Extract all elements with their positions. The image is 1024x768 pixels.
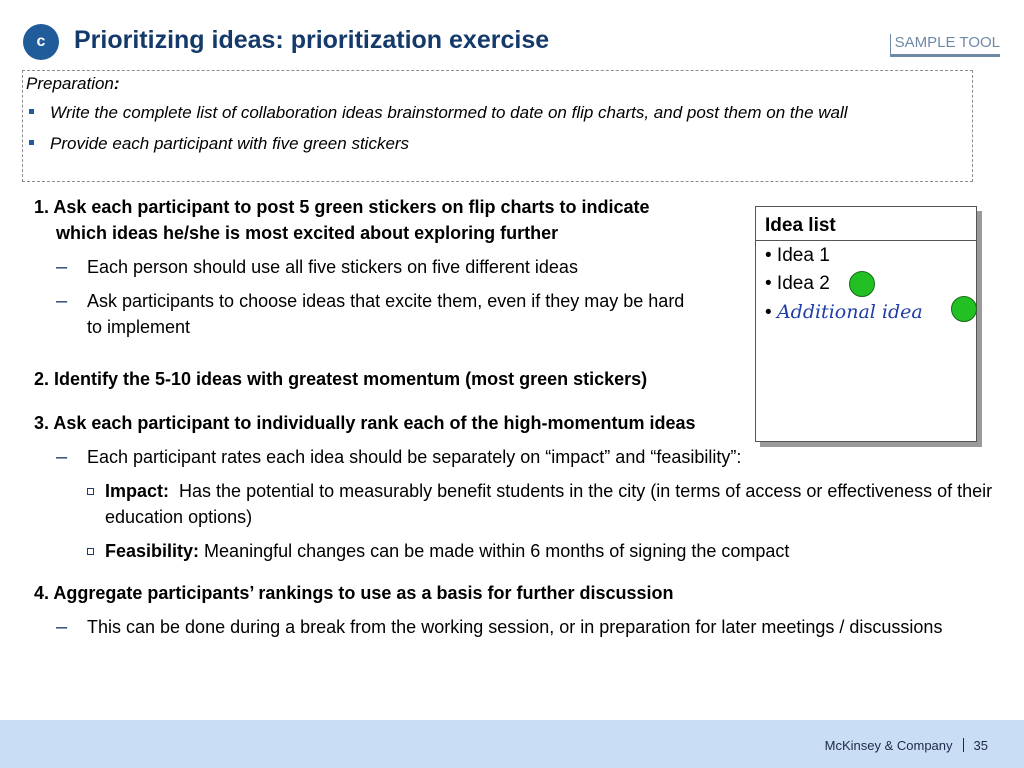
square-bullet-icon <box>29 140 34 145</box>
hollow-square-bullet-icon <box>87 488 94 495</box>
step-4-heading: 4. Aggregate participants’ rankings to use as a basis for further discussion <box>34 583 674 603</box>
green-sticker-icon <box>951 296 977 322</box>
dash-bullet-icon: – <box>56 290 68 312</box>
preparation-label: Preparation: <box>26 74 120 93</box>
step-3-sub-1: – Each participant rates each idea should be separately on “impact” and “feasibility”: <box>56 446 742 468</box>
sample-tool-tag: SAMPLE TOOL <box>890 34 1000 57</box>
preparation-box <box>22 70 973 182</box>
square-bullet-icon <box>29 109 34 114</box>
handwritten-idea: Additional idea <box>776 301 923 323</box>
company-name: McKinsey & Company <box>824 738 953 753</box>
page-title: Prioritizing ideas: prioritization exercise <box>74 26 550 54</box>
preparation-item: Provide each participant with five green stickers <box>26 132 972 156</box>
footer-text <box>825 738 988 753</box>
step-3-heading: 3. Ask each participant to individually rank each of the high-momentum ideas <box>34 413 696 433</box>
idea-list-item: • Idea 2 <box>765 273 830 294</box>
step-3-detail-feasibility: Feasibility: Meaningful changes can be made within 6 months of signing the compact <box>34 538 994 564</box>
step-1-sub-2: – Ask participants to choose ideas that excite them, even if they may be hard to implement <box>56 290 685 337</box>
step-1-sub-1: – Each person should use all five stickers on five different ideas <box>56 256 578 278</box>
idea-list-title: Idea list <box>756 207 976 241</box>
footer-bar <box>0 720 1024 768</box>
idea-list-item: • Idea 1 <box>765 245 830 266</box>
dash-bullet-icon: – <box>56 256 68 278</box>
section-badge: c <box>23 24 59 60</box>
idea-list-item: • Additional idea <box>765 301 923 323</box>
page-number: 35 <box>973 738 988 753</box>
preparation-item: Write the complete list of collaboration ideas brainstormed to date on flip charts, and post them on the wall <box>26 101 972 125</box>
step-3-detail-impact: Impact: Has the potential to measurably benefit students in the city (in terms of access or effectiveness of their education options) <box>34 478 994 530</box>
idea-list-card <box>755 206 977 442</box>
step-1-heading: 1. Ask each participant to post 5 green stickers on flip charts to indicate which ideas he/she is most excited about exploring further <box>34 197 650 243</box>
dash-bullet-icon: – <box>56 446 68 468</box>
dash-bullet-icon: – <box>56 616 68 638</box>
hollow-square-bullet-icon <box>87 548 94 555</box>
footer-separator <box>963 738 964 752</box>
step-2-heading: 2. Identify the 5-10 ideas with greatest momentum (most green stickers) <box>34 369 648 389</box>
step-4-sub-1: – This can be done during a break from the working session, or in preparation for later meetings / discussions <box>56 616 943 638</box>
preparation-list <box>26 101 972 156</box>
green-sticker-icon <box>849 271 875 297</box>
